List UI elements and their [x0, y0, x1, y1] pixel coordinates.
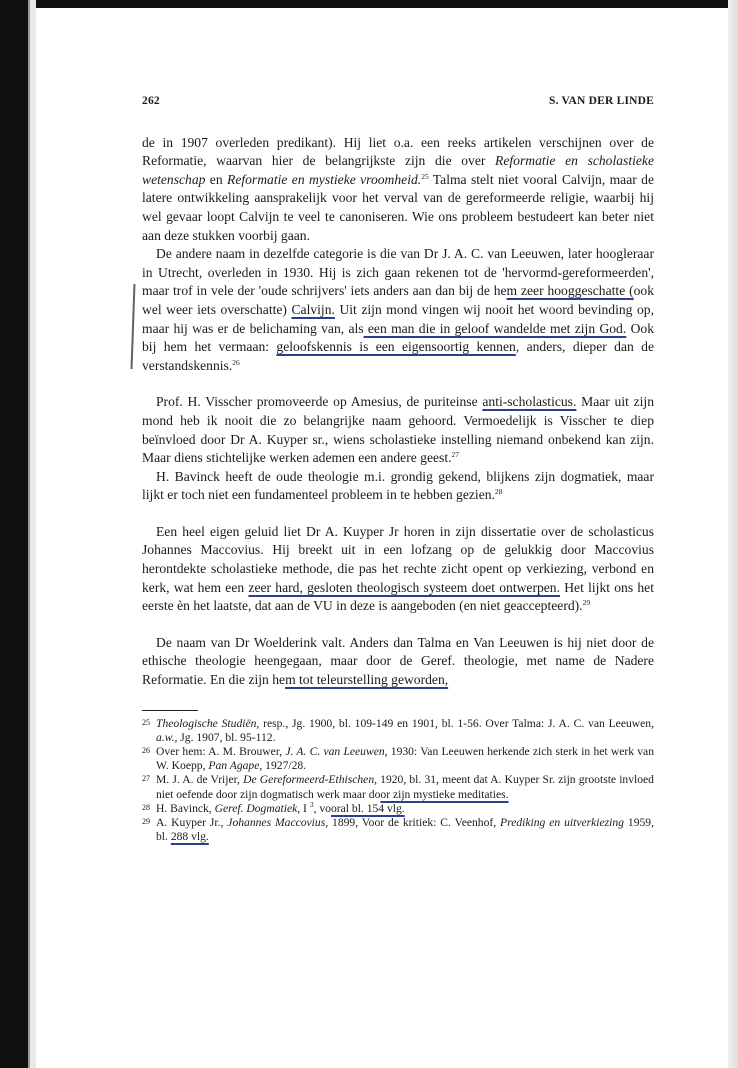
pen-underline: m tot teleurstelling geworden, [285, 672, 449, 688]
footnote-text [156, 717, 654, 745]
pen-underline: oral bl. 154 vlg. [330, 801, 405, 815]
text-run: 1927/28. [262, 759, 307, 773]
pen-underline: or zijn mystieke meditaties. [380, 787, 509, 801]
pen-underline: zeer hard, gesloten theologisch systeem doet ontwerpen. [248, 579, 560, 595]
text-run: Prof. H. Visscher promoveerde op Amesius, de puriteinse [156, 394, 483, 410]
pen-underline: Calvijn. [291, 301, 335, 317]
footnote [142, 799, 654, 816]
italic-text: De Gereformeerd-Ethischen, [243, 773, 378, 787]
italic-text: Theologische Studiën, [156, 716, 260, 730]
book-page [142, 92, 654, 844]
italic-text: Johannes Maccovius, [227, 816, 329, 830]
italic-text: J. A. C. van Leeuwen, [285, 745, 388, 759]
italic-text: Reformatie en scholastieke wetenschap [142, 153, 654, 187]
footnote-number: 28 [142, 802, 150, 812]
text-run: , vo [313, 801, 331, 815]
paragraph [142, 134, 654, 246]
italic-text: Geref. Dogmatiek, [214, 801, 301, 815]
paragraph [142, 523, 654, 616]
footnote-number: 29 [142, 817, 150, 827]
footnote-number: 25 [142, 717, 150, 727]
footnote-ref: 29 [582, 598, 591, 608]
page-number: 262 [142, 95, 160, 107]
footnote [142, 717, 654, 745]
footnote-ref: 26 [232, 357, 240, 367]
text-run: resp., Jg. 1900, bl. 109-149 en 1901, bl. 1-56. Over Talma: J. A. C. van Leeuwen, [259, 716, 654, 730]
footnote-ref: 25 [421, 171, 429, 181]
text-run: Ook bij hem het vermaan: [142, 320, 654, 355]
text-run: ook wel weer iets overschatte) [142, 283, 654, 317]
pen-underline: 288 vlg. [170, 830, 209, 844]
text-run: Uit zijn mond vingen wij nooit het woord bevinding op, maar hij was er de belichaming van, als [142, 301, 655, 336]
text-run: De andere naam in dezelfde categorie is die van Dr J. A. C. van Leeuwen, later hoogleraar in Utrecht, overleden in 1930. Hij is zich gaan rekenen tot de 'hervormd-gereformeerden', maar trof in vele der 'oude schrijvers' iets anders aan dan bij de he [142, 246, 654, 299]
footnote-number: 27 [142, 774, 150, 784]
italic-text: Pan Agape, [208, 759, 263, 773]
text-run: Over hem: A. M. Brouwer, [156, 745, 286, 759]
text-run: 1930: Van Leeuwen herkende zich sterk in het werk van W. Koepp, [156, 745, 654, 773]
text-run: en [205, 171, 228, 187]
paragraph [142, 245, 654, 375]
paragraph [142, 393, 654, 467]
text-run: Maar uit zijn mond heb ik nooit die zo belangrijke naam gehoord. Vermoedelijk is Visscher te diep beïnvloed door Dr A. Kuyper sr., wiens scholastieke instelling niemand onbekend kan zijn. Maar diens stichtelijke werken ademen een andere geest. [142, 394, 654, 466]
text-run: de in 1907 overleden predikant). Hij liet o.a. een reeks artikelen verschijnen over de Reformatie, waarvan hier de belangrijkste zijn die over [142, 134, 654, 169]
text-run: Het lijkt ons het eerste èn het laatste, dat aan de VU in deze is aangeboden (en niet geaccepteerd). [142, 579, 654, 614]
margin-pen-mark [131, 284, 136, 369]
section-gap [142, 505, 654, 523]
text-run: 1899, Voor de kritiek: C. Veenhof, [328, 816, 501, 830]
text-run: Een heel eigen geluid liet Dr A. Kuyper Jr horen in zijn dissertatie over de scholasticus Johannes Maccovius. Hij breekt uit in een lofzang op de gelukkig door Maccovius herontdekte scholastieke methode, die pas het rechte zicht opent op verkiezing, verbond en kerk, wat hem een [142, 523, 654, 595]
footnote-ref: 27 [451, 450, 459, 460]
pen-underline: m zeer hooggeschatte ( [506, 283, 634, 299]
text-run: A. Kuyper Jr., [156, 816, 228, 830]
text-run: , anders, dieper dan de verstandskennis. [142, 339, 654, 373]
page-header [142, 92, 654, 111]
text-run: M. J. A. de Vrijer, [156, 773, 244, 787]
pen-underline: een man die in geloof wandelde met zijn God. [363, 320, 627, 336]
pen-underline: anti-scholasticus. [482, 394, 577, 410]
pen-underline: geloofskennis is een eigensoortig kennen [276, 339, 516, 355]
footnote-text [156, 816, 654, 844]
footnote-text [156, 773, 654, 801]
body-text [142, 134, 654, 690]
italic-text: Prediking en uitverkiezing [500, 816, 624, 830]
text-run: 1959, bl. [156, 816, 654, 844]
text-run: De naam van Dr Woelderink valt. Anders dan Talma en Van Leeuwen is hij niet door de ethische theologie heengegaan, maar door de Geref. theologie, met name de Nadere Reformatie. En die zijn he [142, 634, 654, 688]
paragraph [142, 634, 654, 690]
section-gap [142, 616, 654, 634]
italic-text: a.w., [156, 730, 178, 744]
running-head: S. VAN DER LINDE [548, 95, 654, 107]
text-run: 1920, bl. 31, meent dat A. Kuyper Sr. zijn grootste invloed niet oefende door zijn dogmatisch werk maar do [156, 773, 654, 801]
scan-border-top [0, 0, 738, 8]
footnote [142, 816, 654, 844]
footnote-ref: 28 [494, 487, 503, 497]
footnote [142, 773, 654, 801]
section-gap [142, 375, 654, 393]
italic-text: Reformatie en mystieke vroomheid. [227, 171, 422, 187]
footnotes [142, 717, 654, 845]
footnote-rule [142, 710, 198, 711]
text-run: Talma stelt niet vooral Calvijn, maar de latere ontwikkeling aansprakelijk voor het verval van de gereformeerde religie, waarbij hij wel gevaar loopt Calvijn te veel te canoniseren. Wie ons probleem bestudeert kan beter niet aan deze stukken voorbij gaan. [142, 171, 654, 243]
text-run: H. Bavinck, [156, 801, 215, 815]
footnote-text [156, 745, 654, 773]
paragraph [142, 468, 654, 505]
scan-border-left [0, 0, 36, 1068]
footnote [142, 745, 654, 773]
text-run: Jg. 1907, bl. 95-112. [177, 730, 276, 744]
footnote-ref: 3 [309, 799, 314, 809]
text-run: I [300, 801, 310, 815]
text-run: H. Bavinck heeft de oude theologie m.i. grondig gekend, blijkens zijn dogmatiek, maar lijkt er toch niet een fundamenteel probleem in te hebben gezien. [142, 468, 654, 503]
footnote-number: 26 [142, 746, 150, 756]
footnote-text [156, 799, 654, 816]
scan-border-right [728, 0, 738, 1068]
